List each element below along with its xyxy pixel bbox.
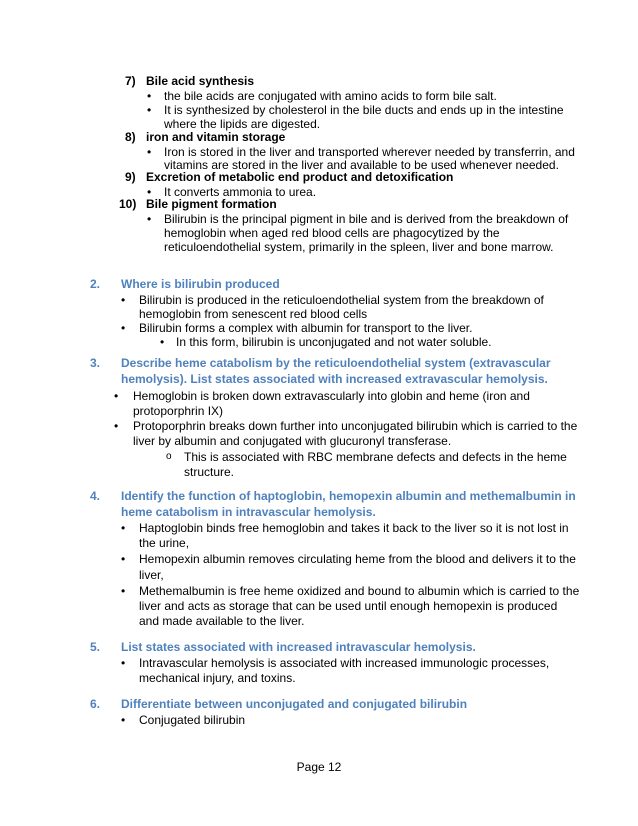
bullet-icon: • [147,89,152,103]
bullet-text: liver, [139,568,164,582]
bullet-text: structure. [184,465,235,479]
bullet-text: Protoporphrin breaks down further into unconjugated bilirubin which is carried to the [133,419,578,433]
bullet-text: Intravascular hemolysis is associated with increased immunologic processes, [139,656,550,670]
bullet-text: Methemalbumin is free heme oxidized and bound to albumin which is carried to the [139,584,580,598]
bullet-icon: • [121,656,126,670]
bullet-text: the urine, [139,536,190,550]
list-number: 7) [125,74,136,88]
bullet-text: hemoglobin when aged red blood cells are phagocytized by the [164,226,500,240]
bullet-text: the bile acids are conjugated with amino acids to form bile salt. [164,89,497,103]
question-heading: Identify the function of haptoglobin, hemopexin albumin and methemalbumin in [121,489,576,503]
question-heading: Where is bilirubin produced [121,277,280,291]
list-number: 8) [125,130,136,144]
bullet-text: reticuloendothelial system, primarily in the spleen, liver and bone marrow. [164,240,554,254]
section-heading: Bile acid synthesis [146,74,255,88]
bullet-text: It converts ammonia to urea. [164,185,317,199]
bullet-text: vitamins are stored in the liver and available to be used whenever needed. [164,158,559,172]
bullet-icon: • [114,389,119,403]
bullet-text: liver and acts as storage that can be used until enough hemopexin is produced [139,599,558,613]
bullet-icon: • [121,521,126,535]
bullet-text: Bilirubin is the principal pigment in bile and is derived from the breakdown of [164,212,569,226]
bullet-icon: • [121,293,126,307]
question-heading: heme catabolism in intravascular hemolysis. [121,505,376,519]
bullet-icon: • [147,212,152,226]
bullet-icon: • [147,145,152,159]
bullet-text: Haptoglobin binds free hemoglobin and takes it back to the liver so it is not lost in [139,521,569,535]
bullet-text: Bilirubin is produced in the reticuloendothelial system from the breakdown of [139,293,544,307]
bullet-text: Conjugated bilirubin [139,713,246,727]
bullet-text: protoporphrin IX) [133,404,224,418]
bullet-icon: • [147,103,152,117]
question-number: 6. [90,697,101,711]
bullet-text: where the lipids are digested. [164,117,321,131]
question-number: 2. [90,277,101,291]
bullet-text: Iron is stored in the liver and transported wherever needed by transferrin, and [164,145,575,159]
bullet-text: It is synthesized by cholesterol in the bile ducts and ends up in the intestine [164,103,564,117]
question-heading: Describe heme catabolism by the reticuloendothelial system (extravascular [121,356,551,370]
bullet-text: hemoglobin from senescent red blood cells [139,307,368,321]
bullet-text: Hemopexin albumin removes circulating heme from the blood and delivers it to the [139,552,576,566]
question-number: 5. [90,640,101,654]
bullet-text: Bilirubin forms a complex with albumin for transport to the liver. [139,321,473,335]
bullet-text: mechanical injury, and toxins. [139,671,296,685]
bullet-icon: • [114,419,119,433]
bullet-text: This is associated with RBC membrane defects and defects in the heme [184,450,567,464]
bullet-icon: • [147,185,152,199]
question-number: 3. [90,356,101,370]
bullet-icon: • [121,321,126,335]
question-heading: Differentiate between unconjugated and conjugated bilirubin [121,697,468,711]
bullet-text: In this form, bilirubin is unconjugated and not water soluble. [176,335,492,349]
section-heading: iron and vitamin storage [146,130,286,144]
list-number: 9) [125,170,136,184]
circle-bullet-icon: o [166,451,172,462]
page-number: Page 12 [296,760,342,774]
list-number: 10) [119,197,137,211]
bullet-text: and made available to the liver. [139,614,305,628]
bullet-text: liver by albumin and conjugated with glucuronyl transferase. [133,434,452,448]
question-number: 4. [90,489,101,503]
bullet-icon: • [121,713,126,727]
section-heading: Bile pigment formation [146,197,277,211]
bullet-icon: • [121,584,126,598]
question-heading: List states associated with increased intravascular hemolysis. [121,640,476,654]
bullet-icon: • [121,552,126,566]
bullet-text: Hemoglobin is broken down extravascularly into globin and heme (iron and [133,389,530,403]
question-heading: hemolysis). List states associated with increased extravascular hemolysis. [121,372,548,386]
bullet-icon: • [160,335,165,349]
section-heading: Excretion of metabolic end product and detoxification [146,170,454,184]
